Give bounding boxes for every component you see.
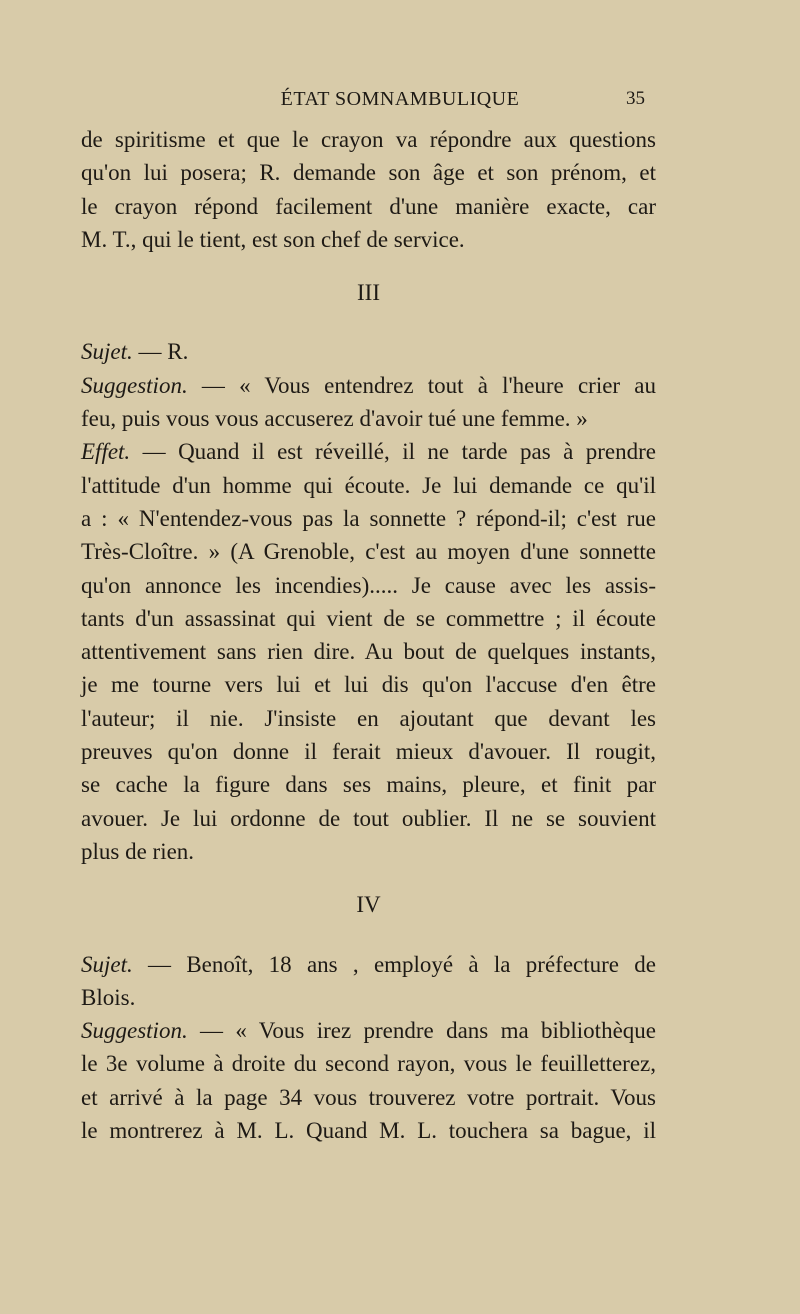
sujet-text: — R. [132,339,189,365]
section-number-4: IV [356,892,381,918]
suggestion-line: feu, puis vous vous accuserez d'avoir tué une femme. » [81,406,588,432]
effet-line: tants d'un assassinat qui vient de se commettre ; il écoute [81,605,656,631]
effet-line: je me tourne vers lui et lui dis qu'on l'accuse d'en être [81,672,656,698]
sujet-label: Sujet. [81,339,133,365]
effet-label: Effet. [81,439,131,465]
suggestion-text: — « Vous entendrez tout à l'heure crier au [187,372,656,398]
body-text [81,123,656,1147]
suggestion-line: le montrerez à M. L. Quand M. L. touchera sa bague, il [81,1118,656,1144]
intro-line: de spiritisme et que le crayon va répondre aux questions [81,127,656,152]
effet-line: plus de rien. [81,838,195,864]
sujet-text: — Benoît, 18 ans , employé à la préfecture de [132,951,656,977]
section-number-3: III [357,280,380,306]
running-title: ÉTAT SOMNAMBULIQUE [280,88,520,110]
intro-line: M. T., qui le tient, est son chef de service. [81,226,465,252]
effet-line: attentivement sans rien dire. Au bout de quelques instants, [81,639,656,665]
sujet-line [81,948,656,981]
page-number: 35 [626,88,645,109]
sujet-line: Blois. [81,984,136,1010]
effet-line: a : « N'entendez-vous pas la sonnette ? répond-il; c'est rue [81,505,656,531]
effet-text: — Quand il est réveillé, il ne tarde pas à prendre [130,439,656,465]
suggestion-line [81,369,656,402]
suggestion-label: Suggestion. [81,372,188,398]
intro-line: le crayon répond facilement d'une manière exacte, car [81,193,656,219]
suggestion-text: — « Vous irez prendre dans ma bibliothèque [187,1018,656,1044]
effet-line: l'auteur; il nie. J'insiste en ajoutant que devant les [81,705,656,731]
effet-line: qu'on annonce les incendies)..... Je cause avec les assis- [81,572,656,598]
suggestion-line: le 3e volume à droite du second rayon, vous le feuilletterez, [81,1051,656,1077]
effet-line: Très-Cloître. » (A Grenoble, c'est au moyen d'une sonnette [81,539,656,565]
effet-line [81,435,656,468]
sujet-line [81,335,656,368]
effet-line: avouer. Je lui ordonne de tout oublier. Il ne se souvient [81,805,656,831]
suggestion-label: Suggestion. [81,1018,188,1044]
effet-line: preuves qu'on donne il ferait mieux d'avouer. Il rougit, [81,739,656,765]
effet-line: l'attitude d'un homme qui écoute. Je lui demande ce qu'il [81,472,656,498]
effet-line: se cache la figure dans ses mains, pleure, et finit par [81,772,656,798]
sujet-label: Sujet. [81,951,133,977]
suggestion-line: et arrivé à la page 34 vous trouverez votre portrait. Vous [81,1084,656,1110]
suggestion-line [81,1014,656,1047]
intro-line: qu'on lui posera; R. demande son âge et son prénom, et [81,160,656,186]
page-header [0,88,800,118]
